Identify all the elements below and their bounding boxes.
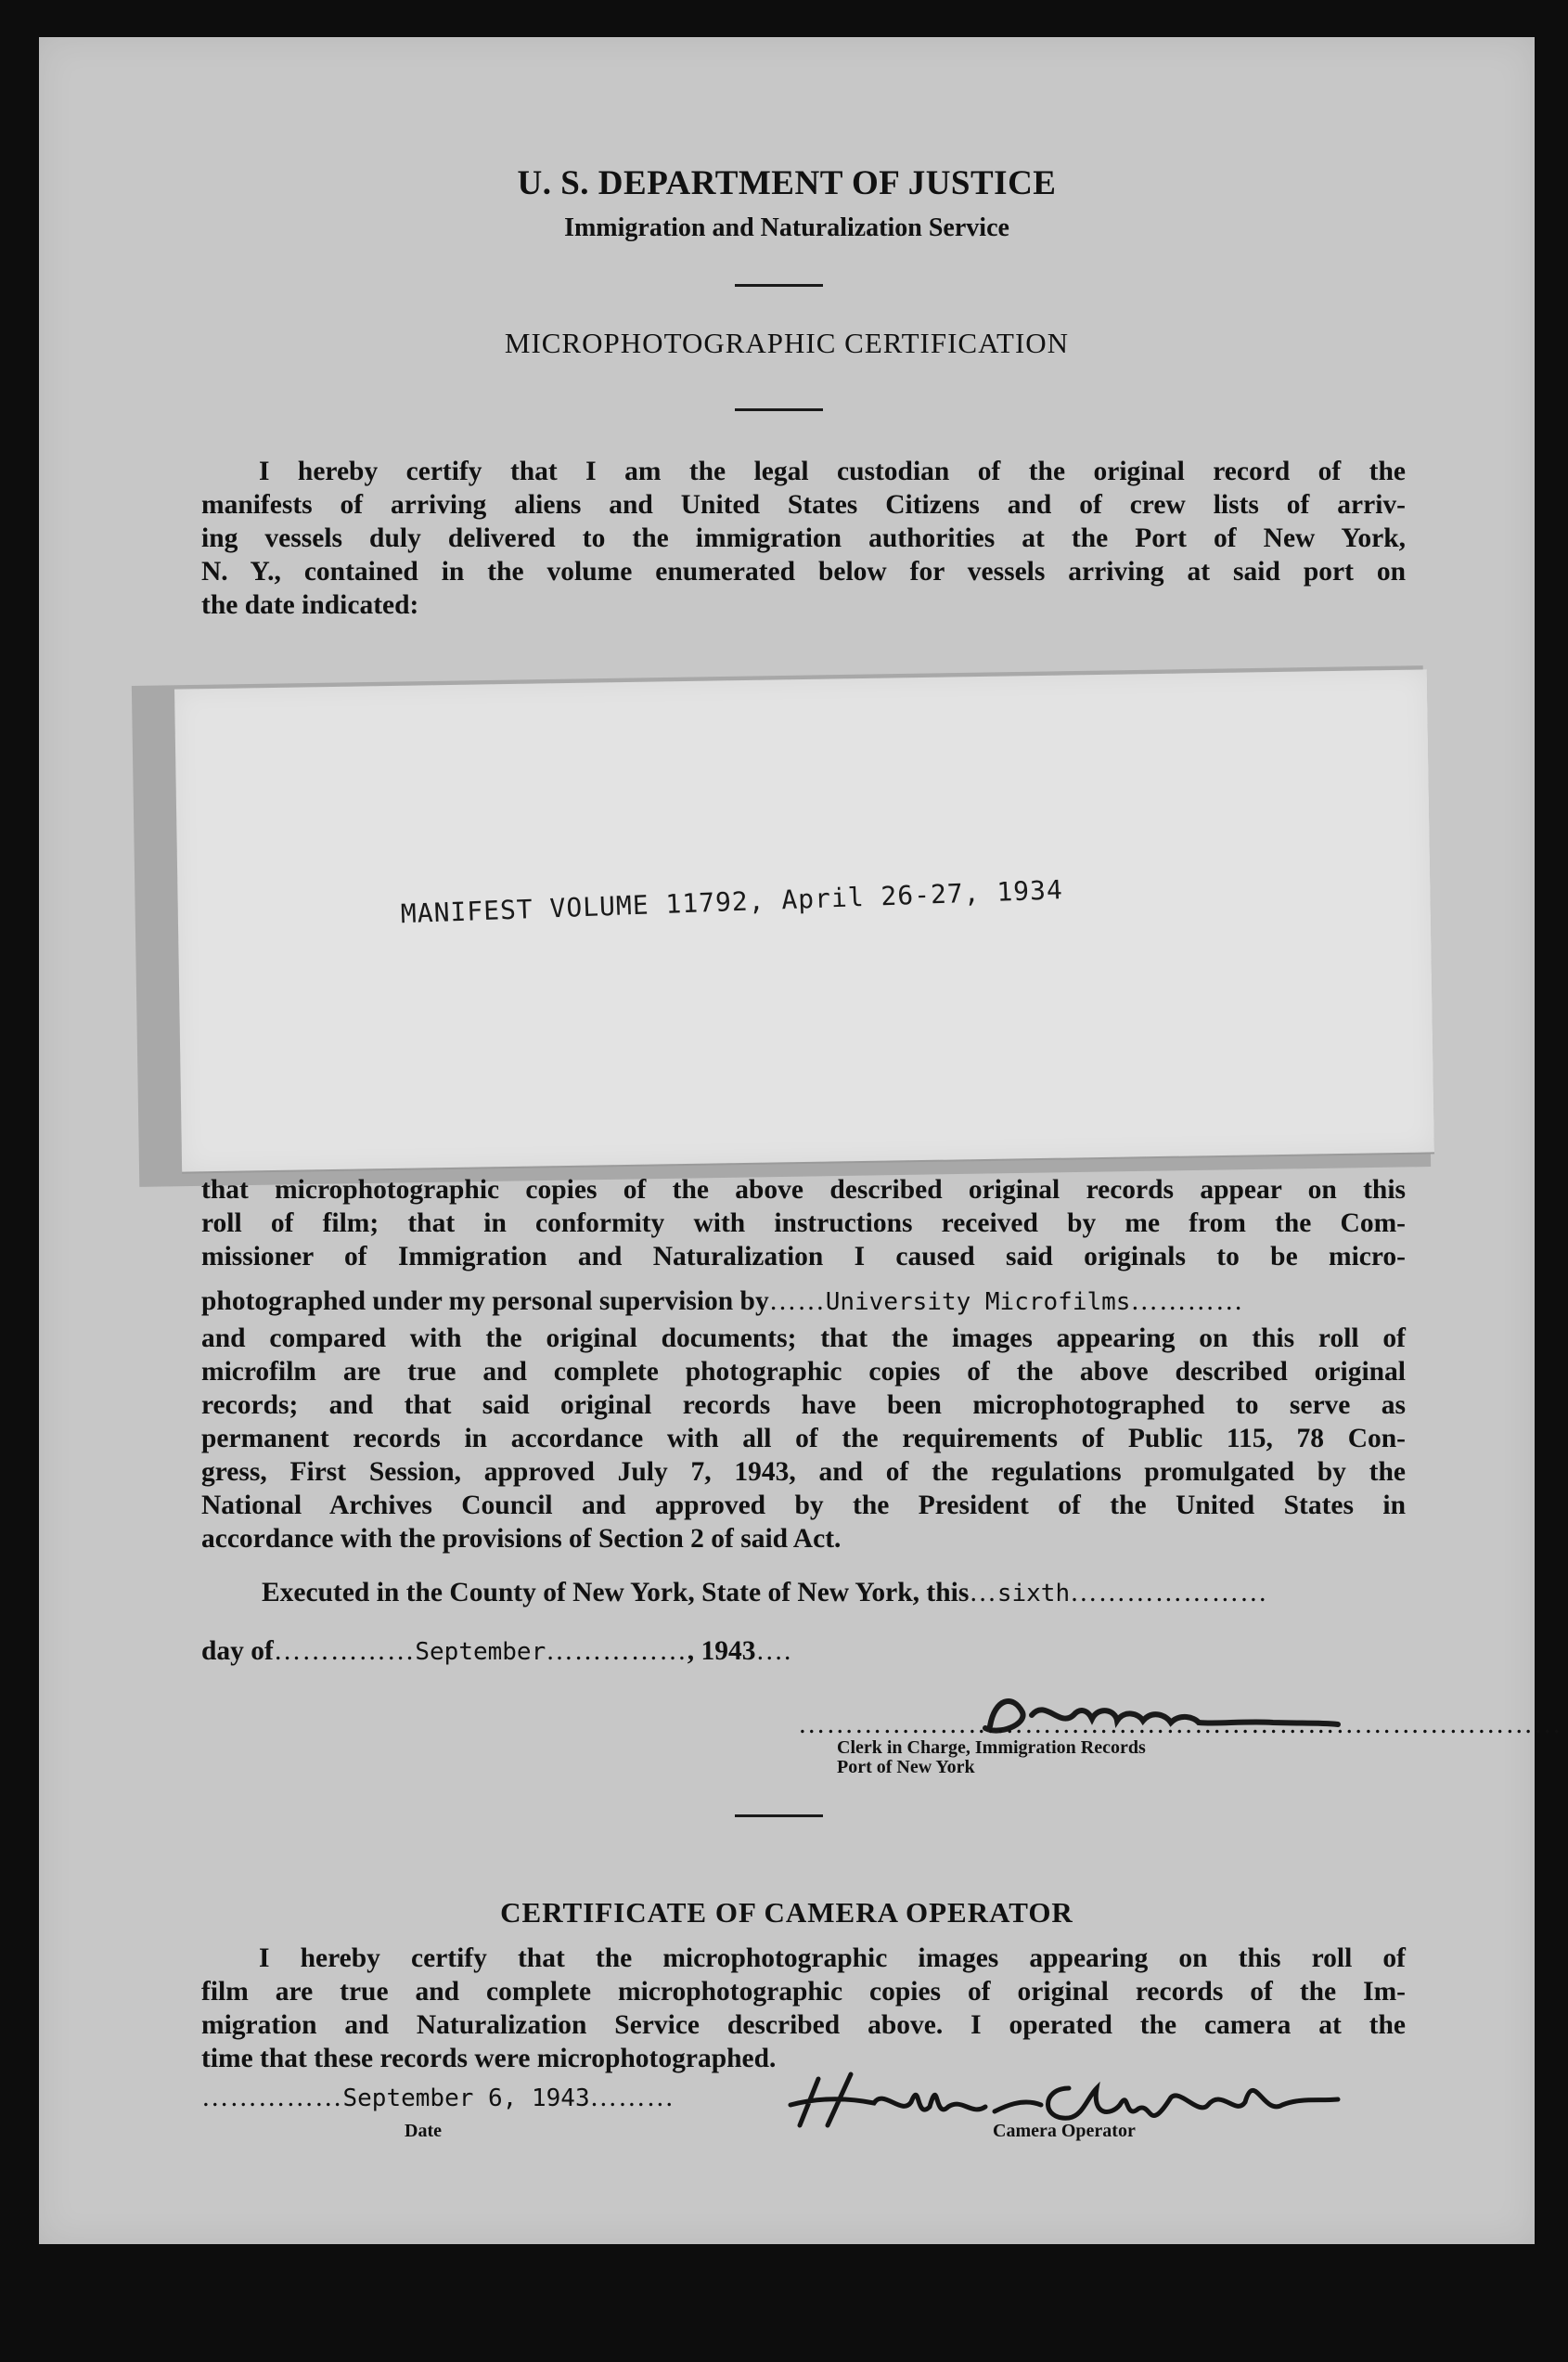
divider-rule-2 <box>735 408 823 411</box>
body-paragraph-2 <box>201 1322 1406 1555</box>
certificate-page <box>39 37 1562 2244</box>
body-line: roll of film; that in conformity with instructions received by me from the Com- <box>201 1208 1406 1238</box>
body-line: records; and that said original records have been microphotographed to serve as <box>201 1390 1406 1420</box>
body-line: and compared with the original documents; that the images appearing on this roll of <box>201 1323 1406 1353</box>
day-of-line: day of……………September……………, 1943…. <box>201 1636 792 1666</box>
camera-line: I hereby certify that the microphotographic images appearing on this roll of <box>259 1943 1406 1973</box>
divider-rule-1 <box>735 284 823 287</box>
clerk-caption <box>837 1738 1146 1777</box>
intro-line: ing vessels duly delivered to the immigration authorities at the Port of New York, <box>201 523 1406 553</box>
body-line: gress, First Session, approved July 7, 1943, and of the regulations promulgated by the <box>201 1457 1406 1487</box>
service-heading: Immigration and Naturalization Service <box>564 213 1009 242</box>
body-line: that microphotographic copies of the above described original records appear on this <box>201 1175 1406 1205</box>
executed-year: , 1943 <box>687 1636 756 1666</box>
intro-line: I hereby certify that I am the legal custodian of the original record of the <box>259 457 1406 486</box>
intro-line: manifests of arriving aliens and United States Citizens and of crew lists of arriv- <box>201 490 1406 520</box>
intro-paragraph <box>201 455 1406 622</box>
executed-month-value: September <box>415 1638 546 1666</box>
camera-date-line: ……………September 6, 1943……… <box>201 2083 675 2112</box>
camera-date-label: Date <box>405 2121 442 2141</box>
body-paragraph <box>201 1173 1406 1273</box>
camera-certificate-title: CERTIFICATE OF CAMERA OPERATOR <box>500 1896 1073 1929</box>
executed-line: Executed in the County of New York, State of New York, this…sixth………………… <box>262 1578 1268 1607</box>
photographed-by-value: University Microfilms <box>825 1288 1131 1316</box>
camera-operator-label: Camera Operator <box>993 2121 1136 2141</box>
executed-text: Executed in the County of New York, State of New York, this <box>262 1578 970 1607</box>
camera-line: time that these records were microphotographed. <box>201 2044 777 2073</box>
clerk-title: Clerk in Charge, Immigration Records <box>837 1737 1146 1758</box>
divider-rule-3 <box>735 1814 823 1817</box>
photographed-by-prefix: photographed under my personal supervision by <box>201 1286 769 1316</box>
photographed-by-line: photographed under my personal supervision by……University Microfilms………… <box>201 1286 1244 1316</box>
agency-heading: U. S. DEPARTMENT OF JUSTICE <box>517 164 1057 202</box>
camera-line: film are true and complete microphotographic copies of original records of the Im- <box>201 1977 1406 2007</box>
volume-slip-text: MANIFEST VOLUME 11792, April 26-27, 1934 <box>400 874 1064 930</box>
volume-slip <box>174 669 1434 1171</box>
camera-line: migration and Naturalization Service described above. I operated the camera at the <box>201 2010 1406 2040</box>
body-line: missioner of Immigration and Naturalization I caused said originals to be micro- <box>201 1242 1406 1271</box>
intro-line: the date indicated: <box>201 590 419 620</box>
day-of-label: day of <box>201 1636 274 1666</box>
camera-date-value: September 6, 1943 <box>342 2084 590 2112</box>
body-line: National Archives Council and approved by the President of the United States in <box>201 1491 1406 1520</box>
certification-title: MICROPHOTOGRAPHIC CERTIFICATION <box>504 327 1070 359</box>
body-line: permanent records in accordance with all of the requirements of Public 115, 78 Con- <box>201 1424 1406 1453</box>
intro-line: N. Y., contained in the volume enumerated below for vessels arriving at said port on <box>201 557 1406 587</box>
executed-day-value: sixth <box>996 1580 1071 1607</box>
clerk-office: Port of New York <box>837 1757 975 1777</box>
clerk-signature-line: ……………………………………………………………………… <box>798 1710 1562 1739</box>
body-line: accordance with the provisions of Section 2 of said Act. <box>201 1524 842 1554</box>
body-line: microfilm are true and complete photographic copies of the above described original <box>201 1357 1406 1387</box>
